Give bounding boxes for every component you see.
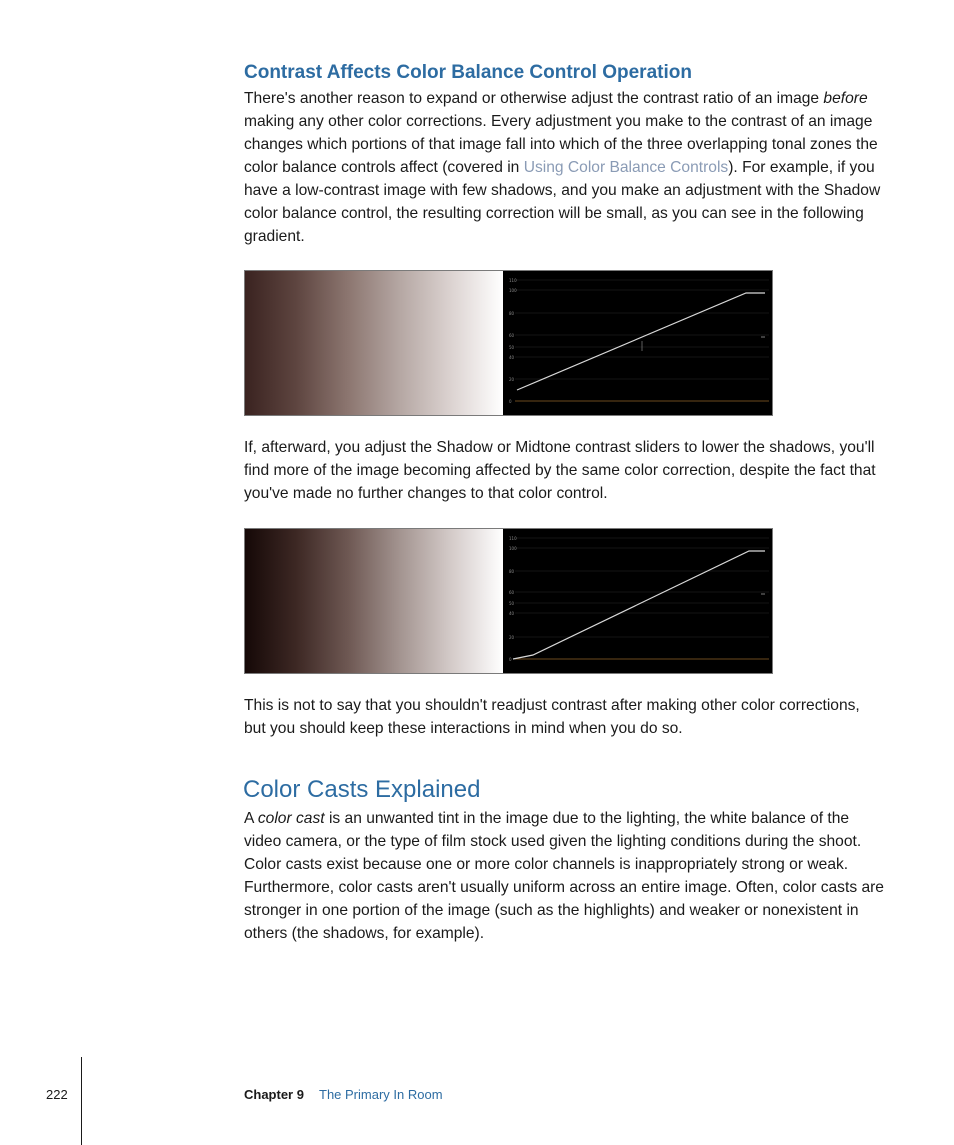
gradient-image	[245, 271, 503, 415]
scope-label: 100	[509, 288, 517, 293]
gradient-image	[245, 529, 503, 673]
footer-chapter-label: Chapter 9	[244, 1087, 304, 1102]
scope-label: 20	[509, 635, 515, 640]
text-run: A	[244, 810, 258, 827]
waveform-svg	[503, 529, 773, 674]
scope-label: 110	[509, 536, 517, 541]
scope-label: 50	[509, 345, 515, 350]
footer-divider	[81, 1057, 82, 1145]
scope-label: 0	[509, 657, 512, 662]
waveform-scope	[503, 529, 773, 673]
paragraph-color-cast-definition	[244, 807, 884, 945]
scope-label: 50	[509, 601, 515, 606]
figure-lowered-shadows-gradient	[244, 528, 773, 674]
scope-trace	[513, 551, 765, 659]
scope-label: 60	[509, 333, 515, 338]
emphasis-color-cast: color cast	[257, 810, 325, 827]
scope-label: 20	[509, 377, 515, 382]
text-run: ). For example, if you have a low-contrast image with few shadows, and you make an adjustment with the Shadow color balance control, the resulting correction will be small, as you can see in the following gradient.	[244, 159, 881, 245]
scope-label: 60	[509, 590, 515, 595]
scope-label: 40	[509, 611, 515, 616]
scope-label: 80	[509, 569, 515, 574]
paragraph-contrast-intro	[244, 87, 884, 248]
paragraph-readjust-note: This is not to say that you shouldn't readjust contrast after making other color corrections, but you should keep these interactions in mind when you do so.	[244, 697, 860, 737]
waveform-svg	[503, 271, 773, 416]
scope-label: 110	[509, 278, 517, 283]
section-heading-contrast: Contrast Affects Color Balance Control Operation	[244, 62, 692, 83]
figure-low-contrast-gradient	[244, 270, 773, 416]
scope-trace	[517, 293, 765, 390]
text-run: There's another reason to expand or otherwise adjust the contrast ratio of an image	[244, 90, 824, 107]
waveform-scope	[503, 271, 773, 415]
text-run: is an unwanted tint in the image due to the lighting, the white balance of the video camera, or the type of film stock used given the lighting conditions during the shoot. Color casts exist because one or more color channels is inappropriately strong or weak. Furthermore, color casts aren't usually uniform across an entire image. Often, color casts are stronger in one portion of the image (such as the highlights) and weaker or nonexistent in others (the shadows, for example).	[244, 810, 884, 942]
scope-label: 80	[509, 311, 515, 316]
emphasis-before: before	[823, 90, 868, 107]
scope-label: 100	[509, 546, 517, 551]
scope-label: 0	[509, 399, 512, 404]
page-number: 222	[46, 1087, 68, 1102]
text-run: making any other color corrections. Every adjustment you make to the contrast of an image changes which portions of that image fall into which of the three overlapping tonal zones the color balance controls affect (covered in	[244, 113, 878, 176]
link-using-color-balance-controls[interactable]: Using Color Balance Controls	[523, 159, 729, 176]
footer-chapter-title[interactable]: The Primary In Room	[319, 1087, 443, 1102]
scope-label: 40	[509, 355, 515, 360]
paragraph-adjust-shadows: If, afterward, you adjust the Shadow or Midtone contrast sliders to lower the shadows, you'll find more of the image becoming affected by the same color correction, despite the fact that you've made no further changes to that color control.	[244, 439, 876, 502]
section-heading-color-casts: Color Casts Explained	[243, 776, 481, 803]
